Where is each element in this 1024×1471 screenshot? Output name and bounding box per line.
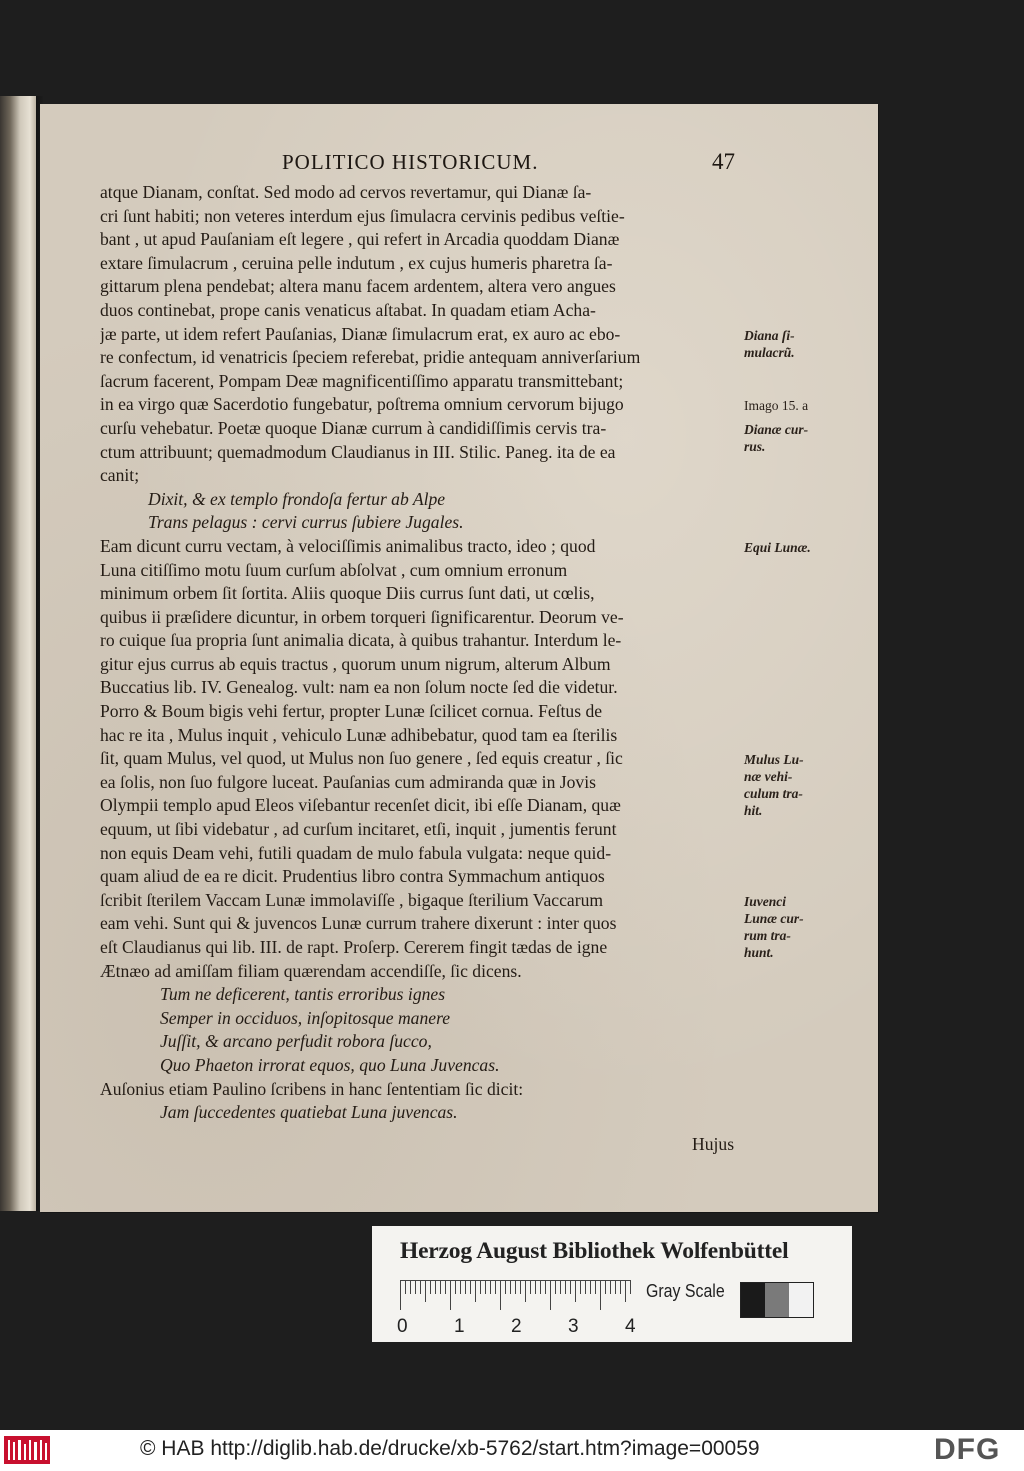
text-line: ſacrum facerent, Pompam Deæ magnificentiſſimo apparatu transmittebant; [100, 370, 624, 391]
text-line: in ea virgo quæ Sacerdotio fungebatur, poſtrema omnium cervorum bijugo [100, 394, 624, 415]
margin-note: Dianæ cur- rus. [744, 422, 809, 454]
text-line: Auſonius etiam Paulino ſcribens in hanc ſententiam ſic dicit: [100, 1078, 524, 1099]
ruler-tick [490, 1280, 491, 1294]
catchword: Hujus [692, 1133, 735, 1154]
ruler-tick [565, 1280, 566, 1294]
running-head: POLITICO HISTORICUM. [282, 150, 539, 174]
text-line: ſcribit ſterilem Vaccam Lunæ immolaviſſe , bigaque ſterilium Vaccarum [100, 889, 604, 910]
text-line: Trans pelagus : cervi currus ſubiere Jugales. [148, 512, 464, 533]
ruler-tick [560, 1280, 561, 1294]
body-text [100, 181, 740, 1156]
ruler-tick [585, 1280, 586, 1294]
text-line: Ætnæo ad amiſſam filiam quærendam accendiſſe, ſic dicens. [100, 960, 522, 981]
text-line: Quo Phaeton irrorat equos, quo Luna Juvencas. [160, 1054, 500, 1075]
library-name: Herzog August Bibliothek Wolfenbüttel [400, 1238, 789, 1264]
ruler-tick [510, 1280, 511, 1294]
gray-swatch [765, 1283, 789, 1317]
ruler-tick [570, 1280, 571, 1294]
ruler-tick [530, 1280, 531, 1294]
ruler-tick [465, 1280, 466, 1294]
page-number: 47 [712, 149, 735, 174]
text-line: ea ſolis, non ſuo fulgore luceat. Pauſanias cum admiranda quæ in Jovis [100, 771, 596, 792]
text-line: atque Dianam, conſtat. Sed modo ad cervos revertamur, qui Dianæ ſa- [100, 182, 592, 202]
ruler-tick [480, 1280, 481, 1294]
text-line: Semper in occiduos, inſopitosque manere [160, 1007, 451, 1028]
margin-note: Imago 15. a [744, 398, 809, 414]
ruler-tick [595, 1280, 596, 1294]
footer-copyright-url[interactable]: © HAB http://diglib.hab.de/drucke/xb-5762/start.htm?image=00059 [140, 1437, 760, 1460]
ruler-tick [620, 1280, 621, 1294]
book-edge [0, 96, 36, 1211]
ruler-number: 4 [625, 1316, 636, 1337]
ruler-tick [475, 1280, 476, 1302]
ruler-tick [610, 1280, 611, 1294]
ruler-tick [460, 1280, 461, 1294]
ruler-tick [470, 1280, 471, 1294]
text-line: Jam ſuccedentes quatiebat Luna juvencas. [160, 1102, 458, 1123]
ruler [400, 1280, 632, 1320]
ruler-number: 3 [568, 1316, 579, 1337]
margin-note: Mulus Lu- næ vehi- culum tra- hit. [744, 752, 804, 819]
text-line: quibus ii præſidere dicuntur, in orbem torqueri ſignificarentur. Deorum ve- [100, 606, 624, 627]
margin-note: Iuvenci Lunæ cur- rum tra- hunt. [744, 894, 804, 960]
text-line: bant , ut apud Pauſaniam eſt legere , qui refert in Arcadia quoddam Dianæ [100, 229, 620, 250]
ruler-tick [405, 1280, 406, 1294]
ruler-tick [625, 1280, 626, 1302]
text-line: quam aliud de ea re dicit. Prudentius libro contra Symmachum antiquos [100, 866, 605, 887]
text-line: minimum orbem ſit ſortita. Aliis quoque Diis currus ſunt dati, ut cœlis, [100, 583, 595, 604]
margin-note: Equi Lunæ. [744, 540, 811, 555]
ruler-tick [430, 1280, 431, 1294]
ruler-tick [525, 1280, 526, 1302]
text-line: jæ parte, ut idem refert Pauſanias, Dianæ ſimulacrum erat, ex auro ac ebo- [100, 323, 621, 344]
text-line: gittarum plena pendebat; altera manu facem ardentem, altera vero angues [100, 276, 616, 297]
text-line: canit; [100, 465, 140, 486]
text-line: equum, ut ſibi videbatur , ad curſum incitaret, etſi, inquit , jumentis ferunt [100, 819, 617, 840]
ruler-tick [415, 1280, 416, 1294]
ruler-number: 2 [511, 1316, 522, 1337]
margin-note: Diana ſi- mulacrũ. [744, 327, 795, 360]
ruler-tick [590, 1280, 591, 1294]
text-line: duos continebat, prope canis venaticus aſtabat. In quadam etiam Acha- [100, 299, 596, 320]
text-line: Luna citiſſimo motu ſuum curſum abſolvat , cum omnium erronum [100, 559, 568, 580]
text-line: ro cuique ſua propria ſunt animalia dicata, à quibus trahantur. Interdum le- [100, 630, 622, 651]
ruler-tick [450, 1280, 451, 1310]
ruler-tick [575, 1280, 576, 1302]
ruler-number: 1 [454, 1316, 465, 1337]
ruler-tick [500, 1280, 501, 1310]
text-line: eam vehi. Sunt qui & juvencos Lunæ currum trahere dixerunt : inter quos [100, 913, 617, 934]
ruler-tick [445, 1280, 446, 1294]
ruler-tick [540, 1280, 541, 1294]
text-line: Olympii templo apud Eleos viſebantur recenſet dicit, ibi eſſe Dianam, quæ [100, 795, 621, 816]
text-line: Tum ne deficerent, tantis erroribus ignes [160, 984, 446, 1005]
text-line: Buccatius lib. IV. Genealog. vult: nam ea non ſolum nocte ſed die videtur. [100, 677, 618, 698]
ruler-tick [435, 1280, 436, 1294]
ruler-number: 0 [397, 1316, 408, 1337]
ruler-tick [455, 1280, 456, 1294]
ruler-tick [410, 1280, 411, 1294]
ruler-tick [495, 1280, 496, 1294]
text-line: curſu vehebatur. Poetæ quoque Dianæ currum à candidiſſimis cervis tra- [100, 417, 607, 438]
ruler-tick [630, 1280, 631, 1294]
ruler-tick [545, 1280, 546, 1294]
ruler-tick [615, 1280, 616, 1294]
text-line: Dixit, & ex templo frondoſa fertur ab Alpe [148, 488, 446, 509]
text-line: eſt Claudianus qui lib. III. de rapt. Proſerp. Cererem fingit tædas de igne [100, 937, 608, 957]
text-line: extare ſimulacrum , ceruina pelle indutum , ex cujus humeris pharetra ſa- [100, 252, 613, 273]
text-line: gitur ejus currus ab equis tractus , quorum unum nigrum, alterum Album [100, 653, 611, 674]
ruler-tick [425, 1280, 426, 1302]
ruler-tick [600, 1280, 601, 1310]
gray-scale-swatches [740, 1282, 814, 1318]
ruler-tick [535, 1280, 536, 1294]
hab-logo-icon [4, 1434, 50, 1466]
ruler-tick [420, 1280, 421, 1294]
dfg-logo: DFG [934, 1433, 1001, 1466]
text-line: Porro & Boum bigis vehi fertur, propter Lunæ ſcilicet cornua. Feſtus de [100, 701, 603, 722]
text-line: cri ſunt habiti; non veteres interdum ejus ſimulacra cervinis pedibus veſtie- [100, 205, 625, 226]
gray-swatch [741, 1283, 765, 1317]
ruler-tick [505, 1280, 506, 1294]
ruler-tick [550, 1280, 551, 1310]
text-line: re confectum, id venatricis ſpeciem referebat, pridie antequam anniverſarium [100, 347, 641, 368]
ruler-tick [605, 1280, 606, 1294]
ruler-tick [555, 1280, 556, 1294]
ruler-tick [515, 1280, 516, 1294]
text-line: non equis Deam vehi, futili quadam de mulo fabula vulgata: neque quid- [100, 842, 612, 863]
text-line: Eam dicunt curru vectam, à velociſſimis animalibus tracto, ideo ; quod [100, 535, 596, 556]
gray-swatch [789, 1283, 813, 1317]
text-line: ſit, quam Mulus, vel quod, ut Mulus non ſuo genere , ſed equis creatur , ſic [100, 748, 623, 769]
ruler-tick [580, 1280, 581, 1294]
ruler-tick [485, 1280, 486, 1294]
text-line: ctum attribuunt; quemadmodum Claudianus in III. Stilic. Paneg. ita de ea [100, 441, 616, 462]
gray-scale-label: Gray Scale [646, 1280, 725, 1301]
text-line: Juſſit, & arcano perfudit robora ſucco, [160, 1031, 432, 1052]
ruler-tick [520, 1280, 521, 1294]
text-line: hac re ita , Mulus inquit , vehiculo Lunæ adhibebatur, quod tam ea ſterilis [100, 724, 618, 745]
ruler-tick [400, 1280, 401, 1310]
ruler-tick [440, 1280, 441, 1294]
